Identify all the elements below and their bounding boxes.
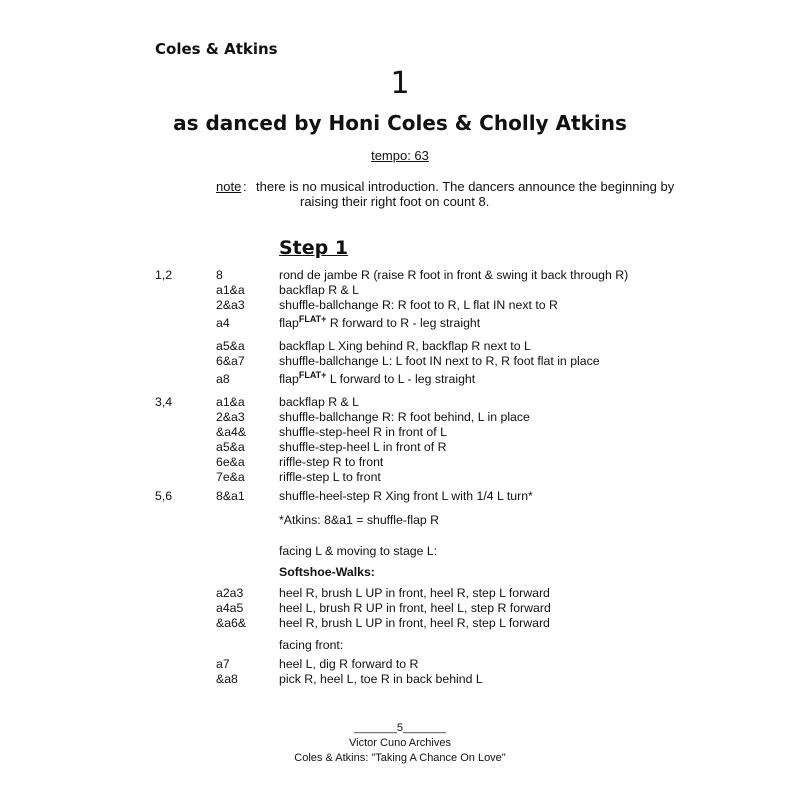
step-text-rest: L forward to L - leg straight <box>326 372 476 386</box>
step-heading: Step 1 <box>279 237 349 259</box>
step-text: heel R, brush L UP in front, heel R, step L forward <box>279 586 550 600</box>
flat-superscript: FLAT+ <box>298 370 327 380</box>
step-text: shuffle-step-heel L in front of R <box>279 440 447 454</box>
step-text-rest: R forward to R - leg straight <box>326 316 481 330</box>
step-text: backflap R & L <box>279 283 359 297</box>
count-label: a5&a <box>216 440 245 454</box>
bars-label: 1,2 <box>155 268 173 282</box>
page-number: _______5_______ <box>354 722 446 734</box>
running-title: Coles & Atkins <box>155 40 278 58</box>
step-text: backflap R & L <box>279 395 359 409</box>
step-text: shuffle-heel-step R Xing front L with 1/4 L turn* <box>279 489 533 503</box>
note-label: note <box>216 179 242 194</box>
count-label: a1&a <box>216 395 245 409</box>
direction-note: facing L & moving to stage L: <box>279 544 438 558</box>
count-label: &a8 <box>216 672 238 686</box>
count-label: 6e&a <box>216 455 245 469</box>
routine-number: 1 <box>390 66 410 101</box>
count-label: &a6& <box>216 616 247 630</box>
step-text: rond de jambe R (raise R foot in front & swing it back through R) <box>279 268 629 282</box>
tempo-text: tempo: 63 <box>371 148 429 163</box>
step-text: shuffle-ballchange R: R foot to R, L flat IN next to R <box>279 298 558 312</box>
count-label: a5&a <box>216 339 245 353</box>
note-colon: : <box>243 179 247 194</box>
count-label: a7 <box>216 657 230 671</box>
flap-word: flap <box>279 316 299 330</box>
step-text: pick R, heel L, toe R in back behind L <box>279 672 483 686</box>
step-text <box>279 316 480 330</box>
step-text: shuffle-ballchange R: R foot behind, L in place <box>279 410 530 424</box>
count-label: 8&a1 <box>216 489 245 503</box>
flap-word: flap <box>279 372 299 386</box>
count-label: a8 <box>216 372 230 386</box>
direction-note: facing front: <box>279 638 344 652</box>
step-text: riffle-step R to front <box>279 455 384 469</box>
count-label: a2a3 <box>216 586 244 600</box>
atkins-variation-note: *Atkins: 8&a1 = shuffle-flap R <box>279 513 440 527</box>
count-label: 2&a3 <box>216 298 245 312</box>
tempo <box>0 148 800 163</box>
count-label: 8 <box>216 268 223 282</box>
step-text: shuffle-step-heel R in front of L <box>279 425 447 439</box>
bars-label: 5,6 <box>155 489 173 503</box>
step-text: riffle-step L to front <box>279 470 381 484</box>
count-label: 6&a7 <box>216 354 245 368</box>
step-text: backflap L Xing behind R, backflap R next to L <box>279 339 531 353</box>
step-text <box>279 372 475 386</box>
footer-archive: Victor Cuno Archives <box>349 737 451 749</box>
count-label: a1&a <box>216 283 245 297</box>
bars-label: 3,4 <box>155 395 173 409</box>
subtitle: as danced by Honi Coles & Cholly Atkins <box>173 111 627 135</box>
note-line-1: there is no musical introduction. The dancers announce the beginning by <box>256 179 675 194</box>
count-label: &a4& <box>216 425 247 439</box>
count-label: a4a5 <box>216 601 244 615</box>
step-text: heel L, brush R UP in front, heel L, step R forward <box>279 601 551 615</box>
count-label: 2&a3 <box>216 410 245 424</box>
count-label: a4 <box>216 316 230 330</box>
note-line-2: raising their right foot on count 8. <box>300 194 490 209</box>
step-text: shuffle-ballchange L: L foot IN next to R, R foot flat in place <box>279 354 600 368</box>
section-subheading: Softshoe-Walks: <box>279 565 375 579</box>
flat-superscript: FLAT+ <box>298 314 327 324</box>
footer-credit: Coles & Atkins: "Taking A Chance On Love" <box>294 752 506 764</box>
step-text: heel R, brush L UP in front, heel R, step L forward <box>279 616 550 630</box>
count-label: 7e&a <box>216 470 245 484</box>
step-text: heel L, dig R forward to R <box>279 657 419 671</box>
